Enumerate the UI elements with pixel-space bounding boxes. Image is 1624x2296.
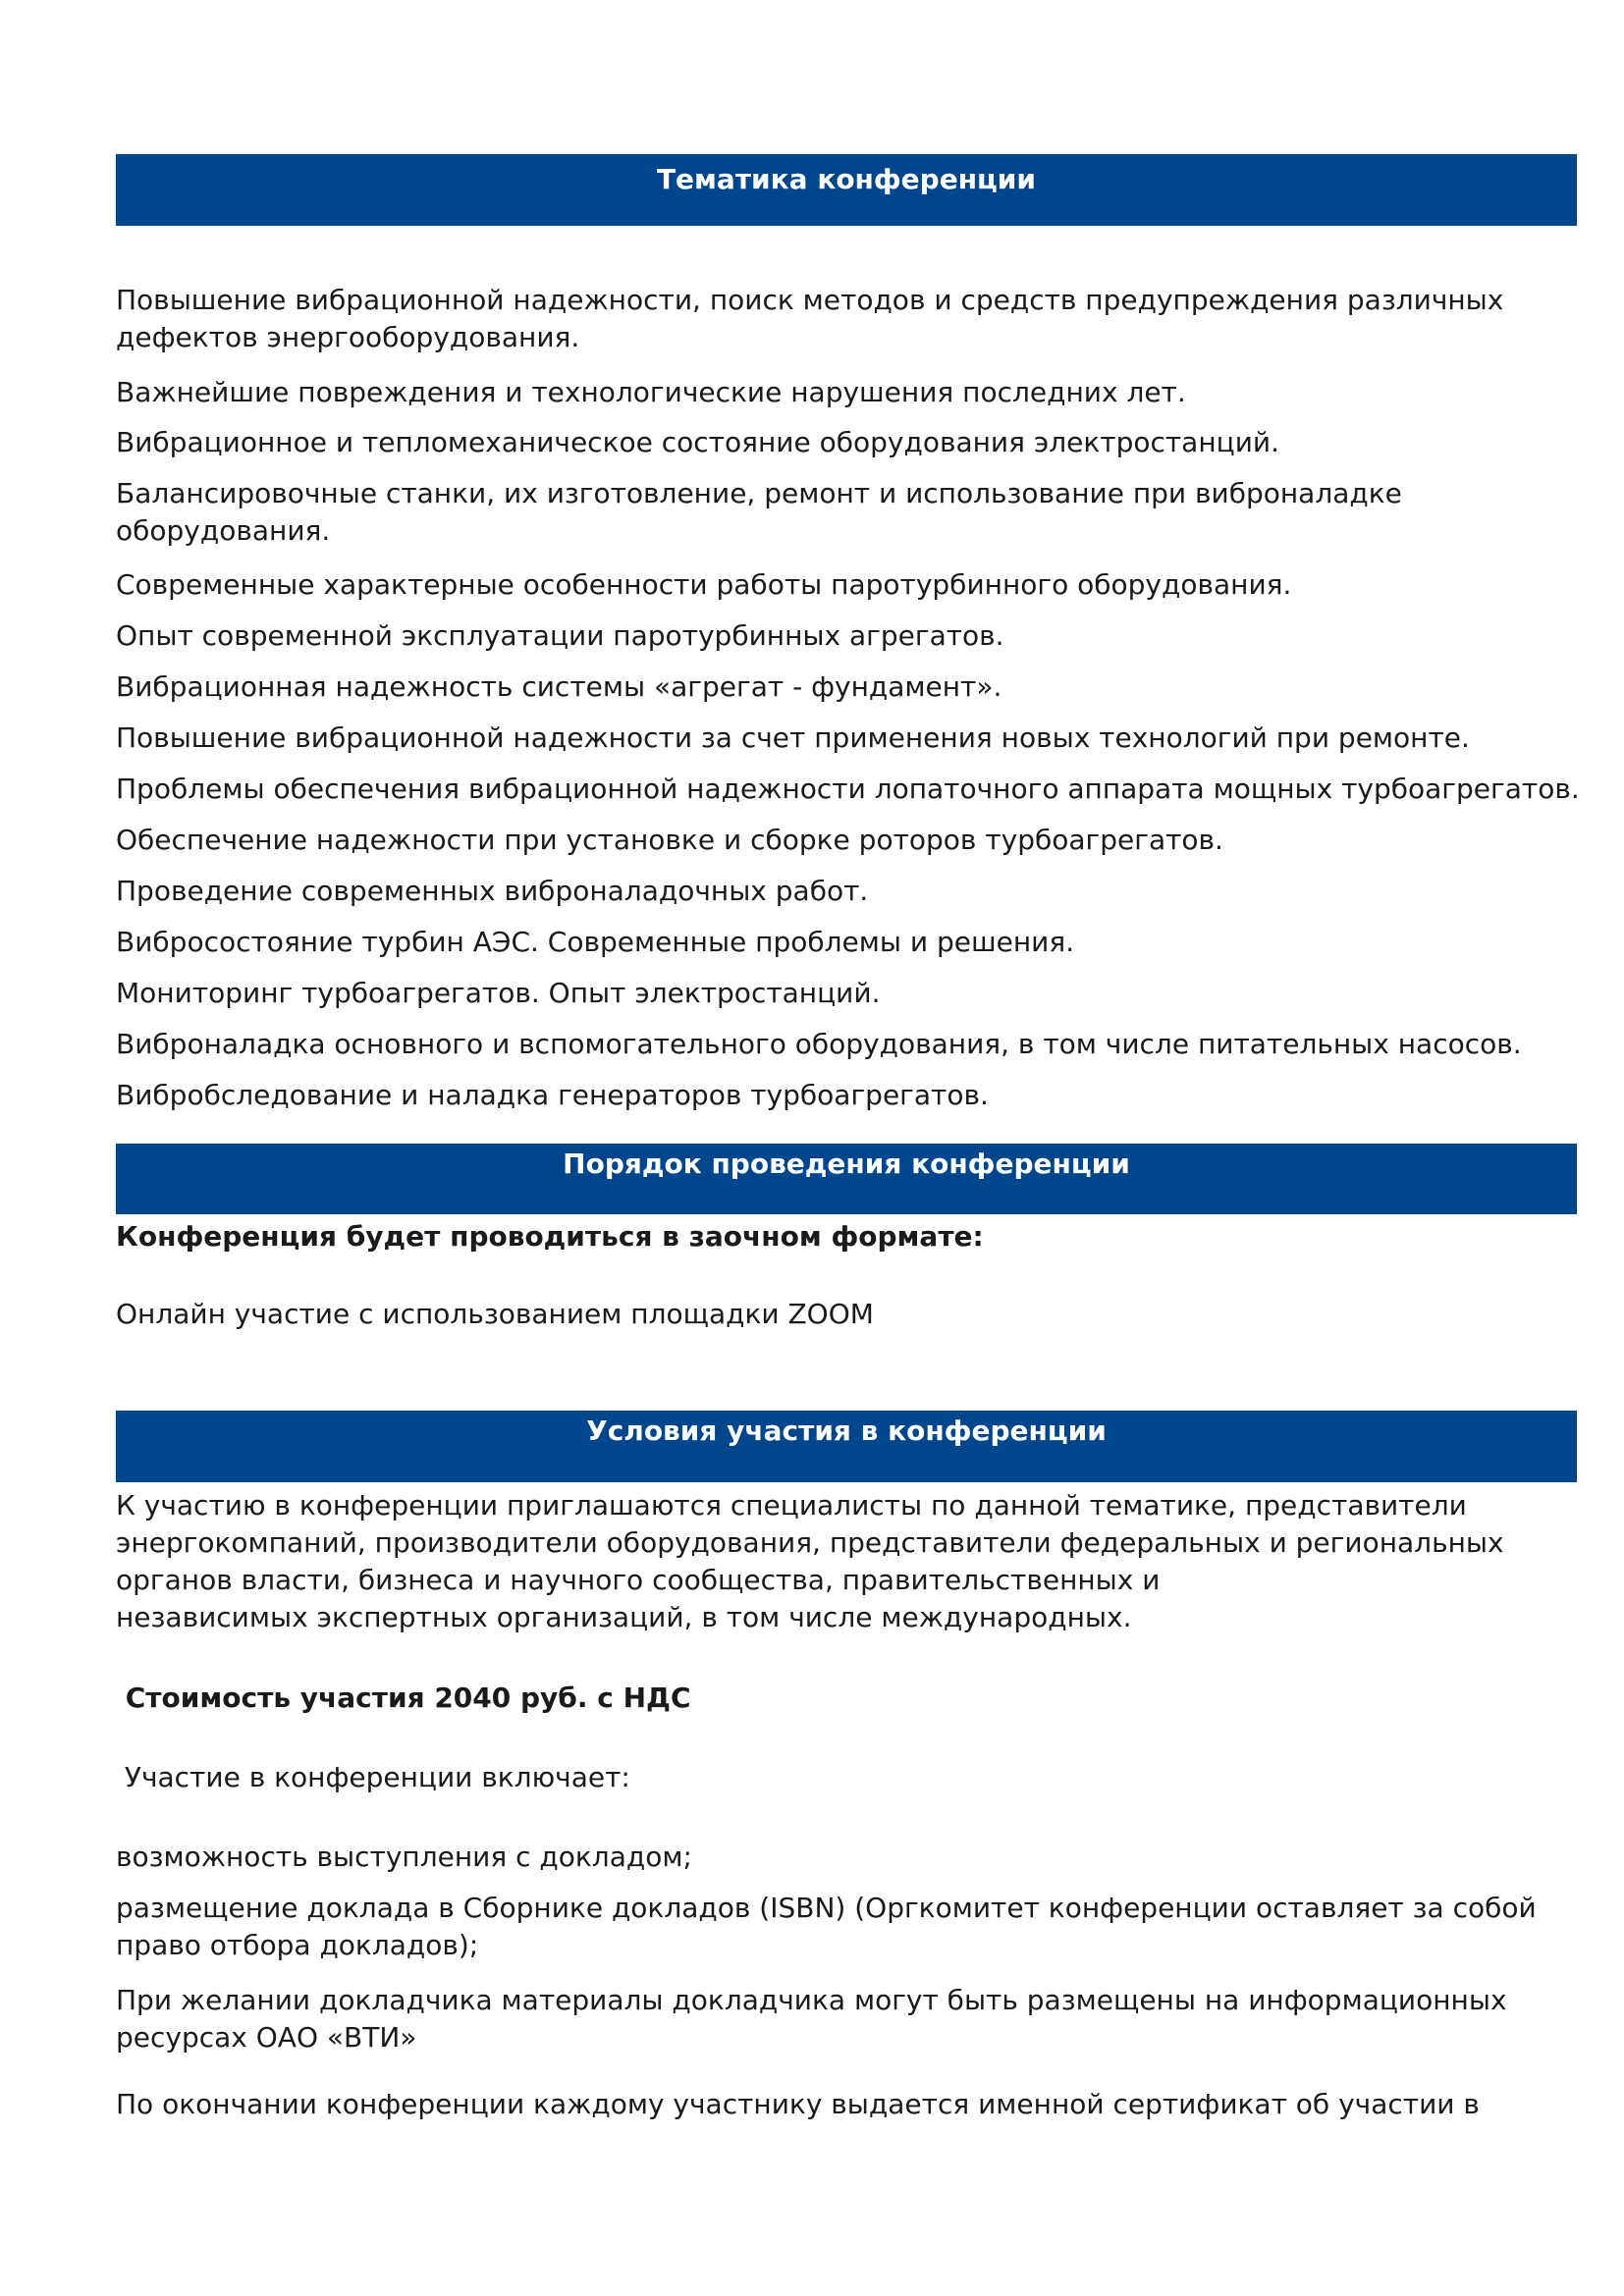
topic-line: Вибросостояние турбин АЭС. Современные проблемы и решения. xyxy=(116,926,1075,958)
includes-line: право отбора докладов); xyxy=(116,1929,479,1961)
includes-item xyxy=(116,1890,1589,1964)
topic-line: Балансировочные станки, их изготовление, ремонт и использование при виброналадке xyxy=(116,477,1402,509)
section-heading-topics: Тематика конференции xyxy=(116,154,1577,226)
includes-line: При желании докладчика материалы докладчика могут быть размещены на информационных xyxy=(116,1984,1507,2016)
topic-item xyxy=(116,617,1589,655)
includes-line: размещение доклада в Сборнике докладов (ISBN) (Оргкомитет конференции оставляет за собой xyxy=(116,1892,1537,1924)
topic-item xyxy=(116,873,1589,910)
topic-line: Вибрационное и тепломеханическое состояние оборудования электростанций. xyxy=(116,426,1279,458)
topic-line: оборудования. xyxy=(116,514,331,547)
topic-item xyxy=(116,975,1589,1012)
topic-item xyxy=(116,924,1589,961)
topic-item xyxy=(116,822,1589,859)
includes-item xyxy=(116,1839,1589,1876)
topic-item xyxy=(116,475,1589,550)
topic-item xyxy=(116,424,1589,461)
format-title: Конференция будет проводиться в заочном формате: xyxy=(116,1220,984,1253)
topic-item xyxy=(116,282,1589,356)
section-heading-procedure: Порядок проведения конференции xyxy=(116,1144,1577,1214)
topic-item xyxy=(116,566,1589,604)
includes-item xyxy=(116,1982,1589,2056)
format-detail: Онлайн участие с использованием площадки ZOOM xyxy=(116,1298,874,1330)
topic-line: Мониторинг турбоагрегатов. Опыт электростанций. xyxy=(116,977,881,1009)
topic-item xyxy=(116,720,1589,757)
invitation-paragraph xyxy=(116,1487,1589,1636)
participation-cost: Стоимость участия 2040 руб. с НДС xyxy=(116,1682,691,1714)
includes-line: возможность выступления с докладом; xyxy=(116,1841,692,1873)
topic-line: Вибрационная надежность системы «агрегат - фундамент». xyxy=(116,670,1002,703)
topic-item xyxy=(116,374,1589,411)
includes-line: ресурсах ОАО «ВТИ» xyxy=(116,2021,417,2054)
includes-title: Участие в конференции включает: xyxy=(116,1761,630,1793)
topic-line: Виброналадка основного и вспомогательного оборудования, в том числе питательных насосов. xyxy=(116,1028,1522,1060)
topic-item xyxy=(116,668,1589,706)
topic-line: Вибробследование и наладка генераторов турбоагрегатов. xyxy=(116,1079,989,1111)
topic-line: Повышение вибрационной надежности, поиск методов и средств предупреждения различных xyxy=(116,284,1504,316)
invitation-line: К участию в конференции приглашаются специалисты по данной тематике, представители xyxy=(116,1489,1467,1522)
topic-line: Современные характерные особенности работы паротурбинного оборудования. xyxy=(116,568,1292,601)
topic-line: Обеспечение надежности при установке и сборке роторов турбоагрегатов. xyxy=(116,824,1223,856)
invitation-line: энергокомпаний, производители оборудования, представители федеральных и региональных xyxy=(116,1526,1504,1559)
certificate-text: По окончании конференции каждому участнику выдается именной сертификат об участии в xyxy=(116,2088,1480,2120)
topic-item xyxy=(116,1077,1589,1114)
topic-line: Важнейшие повреждения и технологические нарушения последних лет. xyxy=(116,376,1186,408)
topic-item xyxy=(116,1026,1589,1063)
topic-item xyxy=(116,771,1589,808)
invitation-line: органов власти, бизнеса и научного сообщества, правительственных и xyxy=(116,1564,1161,1596)
topic-line: Повышение вибрационной надежности за счет применения новых технологий при ремонте. xyxy=(116,721,1470,754)
topic-line: Опыт современной эксплуатации паротурбинных агрегатов. xyxy=(116,619,1004,652)
topic-line: дефектов энергооборудования. xyxy=(116,321,580,353)
invitation-line: независимых экспертных организаций, в том числе международных. xyxy=(116,1601,1132,1633)
topic-line: Проблемы обеспечения вибрационной надежности лопаточного аппарата мощных турбоагрегатов. xyxy=(116,773,1580,805)
section-heading-conditions: Условия участия в конференции xyxy=(116,1411,1577,1482)
topic-line: Проведение современных виброналадочных работ. xyxy=(116,875,869,907)
